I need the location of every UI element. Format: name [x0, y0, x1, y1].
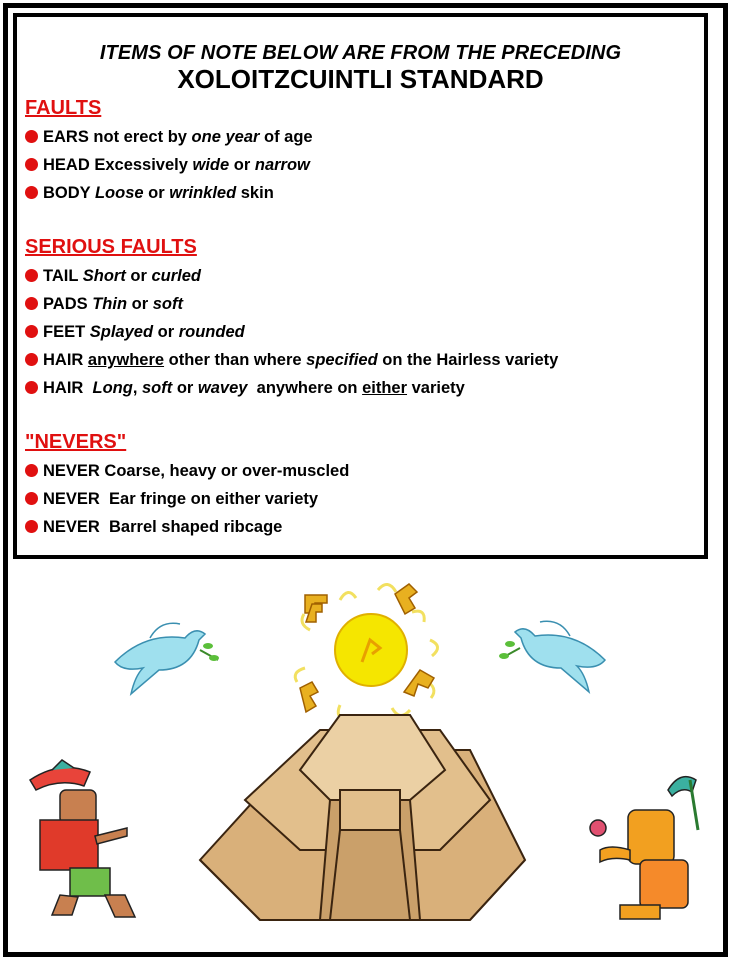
item-text: , [132, 379, 142, 397]
item-emphasis: Splayed [89, 323, 154, 341]
heading-line-1: ITEMS OF NOTE BELOW ARE FROM THE PRECEDING [99, 42, 622, 64]
item-text: FEET [43, 323, 90, 341]
item-emphasis: wrinkled [169, 184, 237, 202]
item-text: TAIL [43, 267, 83, 285]
item-text: NEVER Ear fringe on either variety [43, 490, 319, 508]
item-text: or [153, 323, 179, 341]
item-emphasis: Loose [94, 184, 144, 202]
item-text: NEVER Coarse, heavy or over-muscled [43, 462, 350, 480]
sun-glyph-icon [295, 584, 437, 719]
item-text: of age [259, 128, 313, 146]
item-text: other than where [164, 351, 307, 369]
item-emphasis: specified [306, 351, 378, 369]
item-text: HEAD Excessively [43, 156, 193, 174]
pyramid-icon [200, 715, 525, 920]
item-emphasis: Short [82, 267, 126, 285]
item-text: anywhere on [247, 379, 363, 397]
item-emphasis: soft [142, 379, 173, 397]
bird-icon [499, 621, 605, 692]
item-text: PADS [43, 295, 93, 313]
item-text: or [229, 156, 255, 174]
bird-icon [115, 623, 219, 694]
seated-aztec-figure-icon [590, 777, 698, 919]
serious-faults-title: SERIOUS FAULTS [25, 236, 197, 258]
item-text: HAIR [43, 351, 88, 369]
item-emphasis: rounded [178, 323, 245, 341]
item-emphasis: wavey [197, 379, 248, 397]
item-text: skin [236, 184, 274, 202]
aztec-warrior-icon [30, 760, 135, 917]
faults-title: FAULTS [25, 97, 102, 119]
item-text: or [143, 184, 170, 202]
item-text: EARS not erect by [43, 128, 192, 146]
heading-line-2: XOLOITZCUINTLI STANDARD [177, 64, 544, 94]
item-emphasis: wide [192, 156, 230, 174]
nevers-title: "NEVERS" [25, 431, 127, 453]
item-text: BODY [43, 184, 95, 202]
item-underlined: either [362, 379, 408, 397]
item-text: on the Hairless variety [377, 351, 559, 369]
item-text: HAIR [43, 379, 93, 397]
item-text: variety [407, 379, 465, 397]
item-emphasis: soft [152, 295, 183, 313]
item-emphasis: narrow [254, 156, 310, 174]
item-emphasis: one year [191, 128, 260, 146]
item-underlined: anywhere [87, 351, 165, 369]
item-text: or [127, 295, 153, 313]
item-emphasis: curled [151, 267, 202, 285]
item-text: or [172, 379, 198, 397]
item-emphasis: Thin [92, 295, 128, 313]
item-emphasis: Long [92, 379, 133, 397]
item-text: NEVER Barrel shaped ribcage [43, 518, 283, 536]
item-text: or [125, 267, 152, 285]
